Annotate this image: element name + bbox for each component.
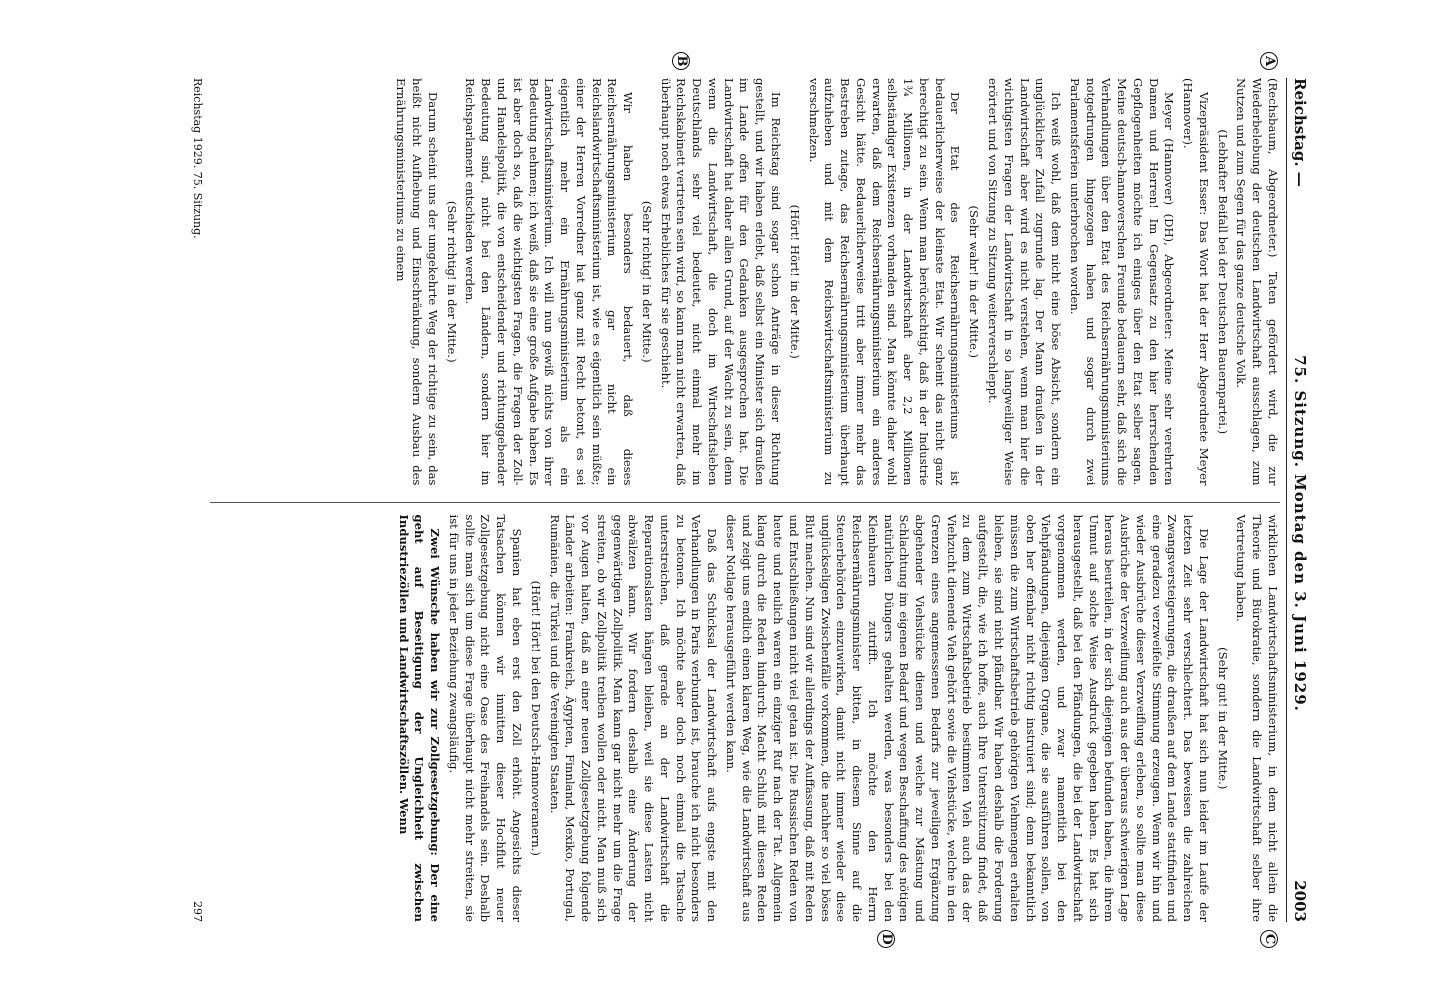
paragraph: Wir haben besonders bedauert, daß dieses Reichsernährungsministerium gar nicht ein Reichslandwirtschaftsministerium ist, wie es eigentlich sein müßte; einer der Herren Vorredner hat ganz mit Recht betont, es sei eigentlich mehr ein Ernährungsministerium als ein Landwirtschaftsministerium. Ich will nun gewiß nichts von ihrer Bedeutung nehmen; ich weiß, daß sie eine große Aufgabe haben. Es ist aber doch so, daß die wichtigsten Fragen, die Fragen der Zoll- und Handelspolitik, die von entscheidender und richtunggebender Bedeutung sind, nicht bei den Ländern, sondern hier im Reichsparlament entschieden werden. bbox=[463, 78, 636, 486]
text-columns bbox=[210, 55, 1280, 945]
reaction: (Sehr richtig! in der Mitte.) bbox=[444, 200, 459, 363]
reaction: (Sehr gut! in der Mitte.) bbox=[1215, 647, 1230, 790]
side-credit bbox=[0, 0, 14, 1000]
page-footer bbox=[191, 78, 204, 922]
paragraph: Ich weiß wohl, daß dem nicht eine böse Absicht, sondern ein unglücklicher Zufall zugrunde lag. Der Mann draußen in der Landwirtschaft aber wird es nicht verstehen, wenn man hier die wichtigsten Fragen der Landwirtschaft in so langweiliger Weise erörtert und von Sitzung zu Sitzung weiterverschleppt. bbox=[985, 78, 1064, 486]
reaction: (Sehr wahr! in der Mitte.) bbox=[967, 205, 982, 359]
paragraph: Im Reichstag sind sogar schon Anträge in dieser Richtung gestellt, und wir haben erlebt, daß selbst ein Minister sich draußen im Lande offen für den Gedanken ausgesprochen hat. Die Landwirtschaft hat daher allen Grund, auf der Wacht zu sein, denn wenn die Landwirtschaft, die doch im Wirtschaftsleben Deutschlands sehr viel bedeutet, nicht einmal mehr im Reichskabinett vertreten sein wird, so kann man nicht erwarten, daß überhaupt noch etwas Erhebliches für sie geschieht. bbox=[658, 78, 784, 486]
reaction: (Lebhafter Beifall bei der Deutschen Bauernpartei.) bbox=[1215, 129, 1230, 435]
column-left bbox=[210, 55, 1280, 486]
column-right bbox=[210, 502, 1280, 945]
paragraph: Zwei Wünsche haben wir zur Zollgesetzgebung: Der eine geht auf Beseitigung der Ungleichheit zwischen Industriezöllen und Landwirtschaftszöllen. Wenn bbox=[396, 514, 443, 922]
paragraph: Vizepräsident Esser: Das Wort hat der Herr Abgeordnete Meyer (Hannover). bbox=[1181, 78, 1211, 486]
reaction: (Hört! Hört! bei den Deutsch-Hannoveranern.) bbox=[528, 580, 543, 856]
paragraph: Daß das Schicksal der Landwirtschaft aufs engste mit den Verhandlungen in Paris verbunden ist, brauche ich nicht besonders zu betonen. Ich möchte aber doch noch einmal die Tatsache unterstreichen, daß gerade an der Landwirtschaft die Reparationslasten hängen bleiben, weil sie diese Lasten nicht abwälzen kann. Wir fordern deshalb eine Änderung der gegenwärtigen Zollpolitik. Man kann gar nicht mehr um die Frage streiten, ob wir Zollpolitik treiben wollen oder nicht. Man muß sich vor Augen halten, daß an einer neuen Zollgesetzgebung folgende Länder arbeiten: Frankreich, Ägypten, Finnland, Mexiko, Portugal, Rumänien, die Türkei und die Vereinigten Staaten. bbox=[547, 514, 720, 922]
margin-mark-a: A bbox=[1260, 52, 1278, 70]
reaction: (Hört! Hört! in der Mitte.) bbox=[787, 204, 802, 359]
header-page-number: 2003 bbox=[1291, 880, 1309, 922]
header-left: Reichstag. — bbox=[1291, 78, 1309, 187]
paragraph: Meyer (Hannover) (DH), Abgeordneter: Meine sehr verehrten Damen und Herren! Im Gegensatz zu den hier herrschenden Gepflogenheiten möchte ich einiges über den Etat selber sagen. Meine deutsch-hannoverschen Freunde bedauern sehr, daß sich die Verhandlungen über den Etat des Reichsernährungsministeriums notgedrungen hingezogen haben und sogar durch zwei Parlamentsferien unterbrochen worden. bbox=[1067, 78, 1177, 486]
footer-left: Reichstag 1929. 75. Sitzung. bbox=[191, 78, 204, 239]
paragraph: wirklichen Landwirtschaftsministerium, in dem nicht allein die Theorie und Bürokratie, sondern die Landwirtschaft selber ihre Vertretung haben. bbox=[1234, 514, 1280, 922]
page-header bbox=[1286, 78, 1309, 922]
paragraph: Darum scheint uns der umgekehrte Weg der richtige zu sein, das heißt nicht Aufhebung und Einschränkung, sondern Ausbau des Ernährungsministeriums zu einem bbox=[394, 78, 440, 486]
footer-page-number: 297 bbox=[191, 901, 204, 922]
paragraph: Der Etat des Reichsernährungsministeriums ist bedauerlicherweise der kleinste Etat. Wir scheint das nicht ganz berechtigt zu sein. Wenn man berücksichtigt, daß in der Industrie 1¾ Millionen, in der Landwirtschaft aber 2,2 Millionen selbständiger Existenzen vorhanden sind. Man könnte daher wohl erwarten, daß dem Reichsernährungsministerium ein anderes Gesicht hätte. Bedauerlicherweise tritt aber immer mehr das Bestreben zutage, das Reichsernährungsministerium überhaupt aufzuheben und mit dem Reichswirtschaftsministerium zu verschmelzen. bbox=[806, 78, 963, 486]
reaction: (Sehr richtig! in der Mitte.) bbox=[639, 200, 654, 363]
header-center: 75. Sitzung. Montag den 3. Juni 1929. bbox=[1291, 355, 1309, 712]
paragraph: Die Lage der Landwirtschaft hat sich nun leider im Laufe der letzten Zeit sehr verschlechtert. Das beweisen die zahlreichen Zwangsversteigerungen, die draußen auf dem Lande stattfinden und eine geradezu verzweifelte Stimmung erzeugen. Wenn wir hin und wieder Ausbrüche dieser Verzweiflung erleben, so sollte man diese Ausbrüche der Verzweiflung auch aus der überaus schwierigen Lage heraus beurteilen, in der sich diejenigen befunden haben, die ihrem Unmut auf solche Weise Ausdruck gegeben haben. Es hat sich herausgestellt, daß bei den Pfändungen, die bei der Landwirtschaft vorgenommen werden, und zwar namentlich bei den Viehpfändungen, diejenigen Organe, die sie ausführen sollen, von oben her offenbar nicht richtig instruiert sind; denn bekanntlich müssen die zum Wirtschaftsbetrieb gehörigen Viehmengen erhalten bleiben, sie sind nicht pfändbar. Wir haben deshalb die Forderung aufgestellt, die, wie ich hoffe, auch Ihre Unterstützung findet, daß zu dem zum Wirtschaftsbetrieb bestimmten Vieh auch das der Viehzucht dienende Vieh gehört sowie die Viehstücke, welche in den Grenzen eines angemessenen Bedarfs zur jeweiligen Ergänzung abgehender Viehstücke dienen und welche zur Mästung und Schlachtung im eigenen Bedarf und wegen Beschaffung des nötigen natürlichen Düngers gehalten werden, was besonders bei den Kleinbauern zutrifft. Ich möchte den Herrn Reichsernährungsminister bitten, in diesem Sinne auf die Steuerbehörden einzuwirken, damit nicht immer wieder diese unglückseligen Zwischenfälle vorkommen, die nachher so viel böses Blut machen. Nun sind wir allerdings der Auffassung, daß mit Reden und Entschließungen nicht viel getan ist. Die Russischen Reden von heute und neulich waren ein einziger Ruf nach der Tat. Allgemein klang durch die Reden hindurch: Macht Schluß mit diesen Reden und zeigt uns endlich einen klaren Weg, wie die Landwirtschaft aus dieser Notlage herausgeführt werden kann. bbox=[723, 514, 1211, 922]
document-page bbox=[107, 50, 1327, 950]
margin-mark-d: D bbox=[877, 930, 895, 948]
margin-mark-b: B bbox=[672, 52, 690, 70]
paragraph: (Rechsbaum, Abgeordneter.) Taten gefördert wird, die zur Wiederbelebung der deutschen Landwirtschaft ausschlagen, zum Nutzen und zum Segen für das ganze deutsche Volk. bbox=[1234, 78, 1280, 486]
paragraph: Spanien hat eben erst den Zoll erhöht. Angesichts dieser Tatsachen können wir inmitten dieser Hochflut neuer Zollgesetzgebung nicht eine Oase des Freihandels sein. Deshalb sollte man sich um diese Frage überhaupt nicht mehr streiten, sie ist für uns in jeder Beziehung zwangsläufig. bbox=[446, 514, 525, 922]
margin-mark-c: C bbox=[1260, 930, 1278, 948]
